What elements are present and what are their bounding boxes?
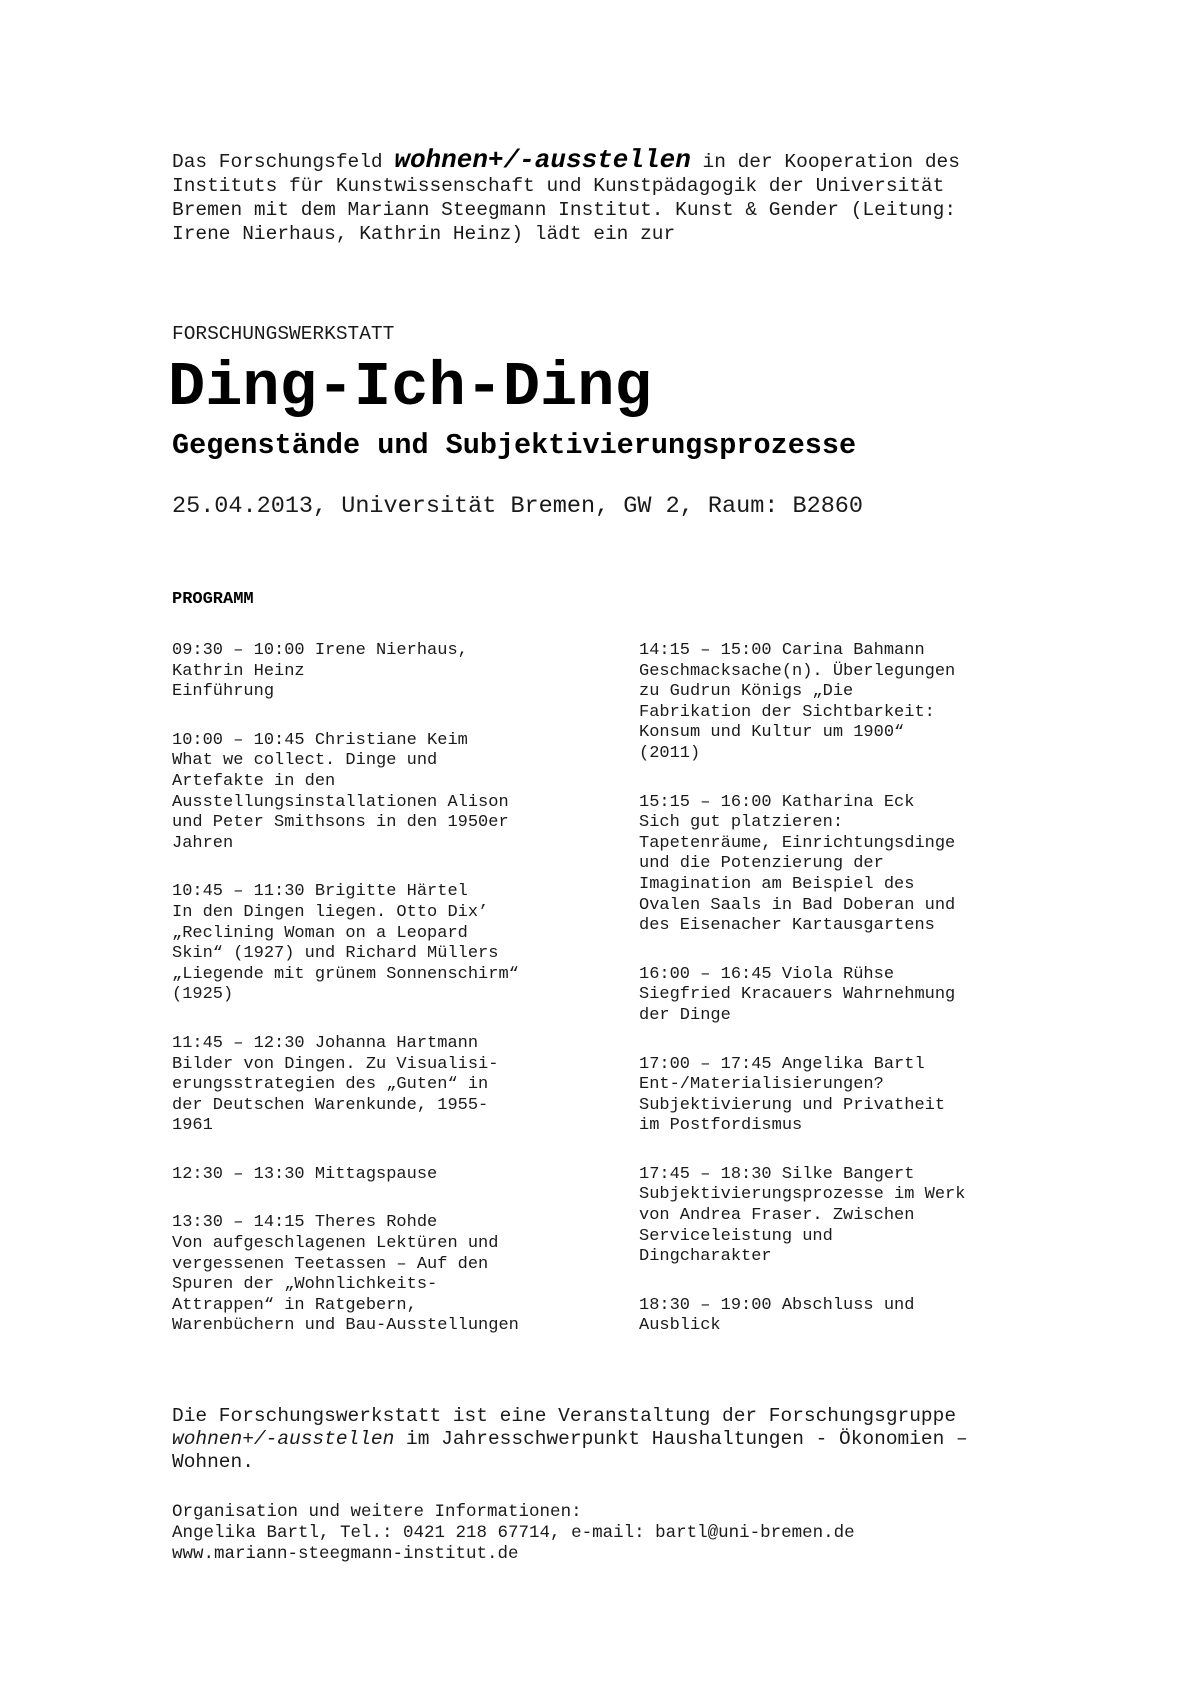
outro-line1: Die Forschungswerkstatt ist eine Veranstaltung der Forschungsgruppe xyxy=(172,1405,957,1427)
program-entry: 13:30 – 14:15 Theres Rohde Von aufgeschlagenen Lektüren und vergessenen Teetassen – Auf den Spuren der „Wohnlichkeits- Attrappen“ in Ratgebern, Warenbüchern und Bau-Ausstellungen xyxy=(172,1213,519,1336)
program-entry: 17:45 – 18:30 Silke Bangert Subjektivierungsprozesse im Werk von Andrea Fraser. Zwischen Serviceleistung und Dingcharakter xyxy=(639,1164,966,1267)
program-heading: PROGRAMM xyxy=(172,590,254,609)
program-column-right xyxy=(639,641,1069,1365)
program-entry: 10:45 – 11:30 Brigitte Härtel In den Dingen liegen. Otto Dix’ „Reclining Woman on a Leopard Skin“ (1927) und Richard Müllers „Liegende mit grünem Sonnenschirm“ (1925) xyxy=(172,882,519,1005)
outro-emphasis: wohnen+/-ausstellen xyxy=(172,1428,395,1450)
organisation-info xyxy=(172,1502,1052,1565)
org-contact: Angelika Bartl, Tel.: 0421 218 67714, e-mail: bartl@uni-bremen.de xyxy=(172,1523,855,1543)
program-column-left xyxy=(172,641,602,1365)
intro-paragraph xyxy=(172,145,1052,246)
outro-line3: Wohnen. xyxy=(172,1451,254,1473)
program-entry: 12:30 – 13:30 Mittagspause xyxy=(172,1164,438,1184)
program-entry: 17:00 – 17:45 Angelika Bartl Ent-/Materialisierungen? Subjektivierung und Privatheit im Postfordismus xyxy=(639,1054,946,1136)
program-entry: 09:30 – 10:00 Irene Nierhaus, Kathrin Heinz Einführung xyxy=(172,641,468,702)
program-entry: 14:15 – 15:00 Carina Bahmann Geschmacksache(n). Überlegungen zu Gudrun Königs „Die Fabrikation der Sichtbarkeit: Konsum und Kultur um 1900“ (2011) xyxy=(639,641,956,763)
program-entry: 16:00 – 16:45 Viola Rühse Siegfried Kracauers Wahrnehmung der Dinge xyxy=(639,964,956,1025)
intro-line1-post: in der Kooperation des xyxy=(690,151,960,173)
program-entry: 18:30 – 19:00 Abschluss und Ausblick xyxy=(639,1295,915,1336)
intro-line1-pre: Das Forschungsfeld xyxy=(172,151,395,173)
outro-line2-post: im Jahresschwerpunkt Haushaltungen - Ökonomien – xyxy=(394,1428,968,1450)
org-heading: Organisation und weitere Informationen: xyxy=(172,1502,582,1522)
page-title: Ding-Ich-Ding xyxy=(168,352,652,423)
page-subtitle: Gegenstände und Subjektivierungsprozesse xyxy=(172,429,857,462)
program-entry: 11:45 – 12:30 Johanna Hartmann Bilder von Dingen. Zu Visualisi- erungsstrategien des „Guten“ in der Deutschen Warenkunde, 1955- 1961 xyxy=(172,1033,499,1136)
intro-rest: Instituts für Kunstwissenschaft und Kunstpädagogik der Universität Bremen mit dem Mariann Steegmann Institut. Kunst & Gender (Leitung: Irene Nierhaus, Kathrin Heinz) lädt ein zur xyxy=(172,175,957,245)
org-website[interactable]: www.mariann-steegmann-institut.de xyxy=(172,1544,519,1564)
kicker-label: FORSCHUNGSWERKSTATT xyxy=(172,323,395,345)
program-entry: 15:15 – 16:00 Katharina Eck Sich gut platzieren: Tapetenräume, Einrichtungsdinge und die Potenzierung der Imagination am Beispiel des Ovalen Saals in Bad Doberan und des Eisenacher Kartausgartens xyxy=(639,792,956,936)
event-date-location: 25.04.2013, Universität Bremen, GW 2, Raum: B2860 xyxy=(172,493,864,520)
outro-paragraph xyxy=(172,1405,1052,1474)
program-entry: 10:00 – 10:45 Christiane Keim What we collect. Dinge und Artefakte in den Ausstellungsinstallationen Alison und Peter Smithsons in den 1950er Jahren xyxy=(172,730,509,853)
intro-emphasis: wohnen+/-ausstellen xyxy=(394,145,691,175)
